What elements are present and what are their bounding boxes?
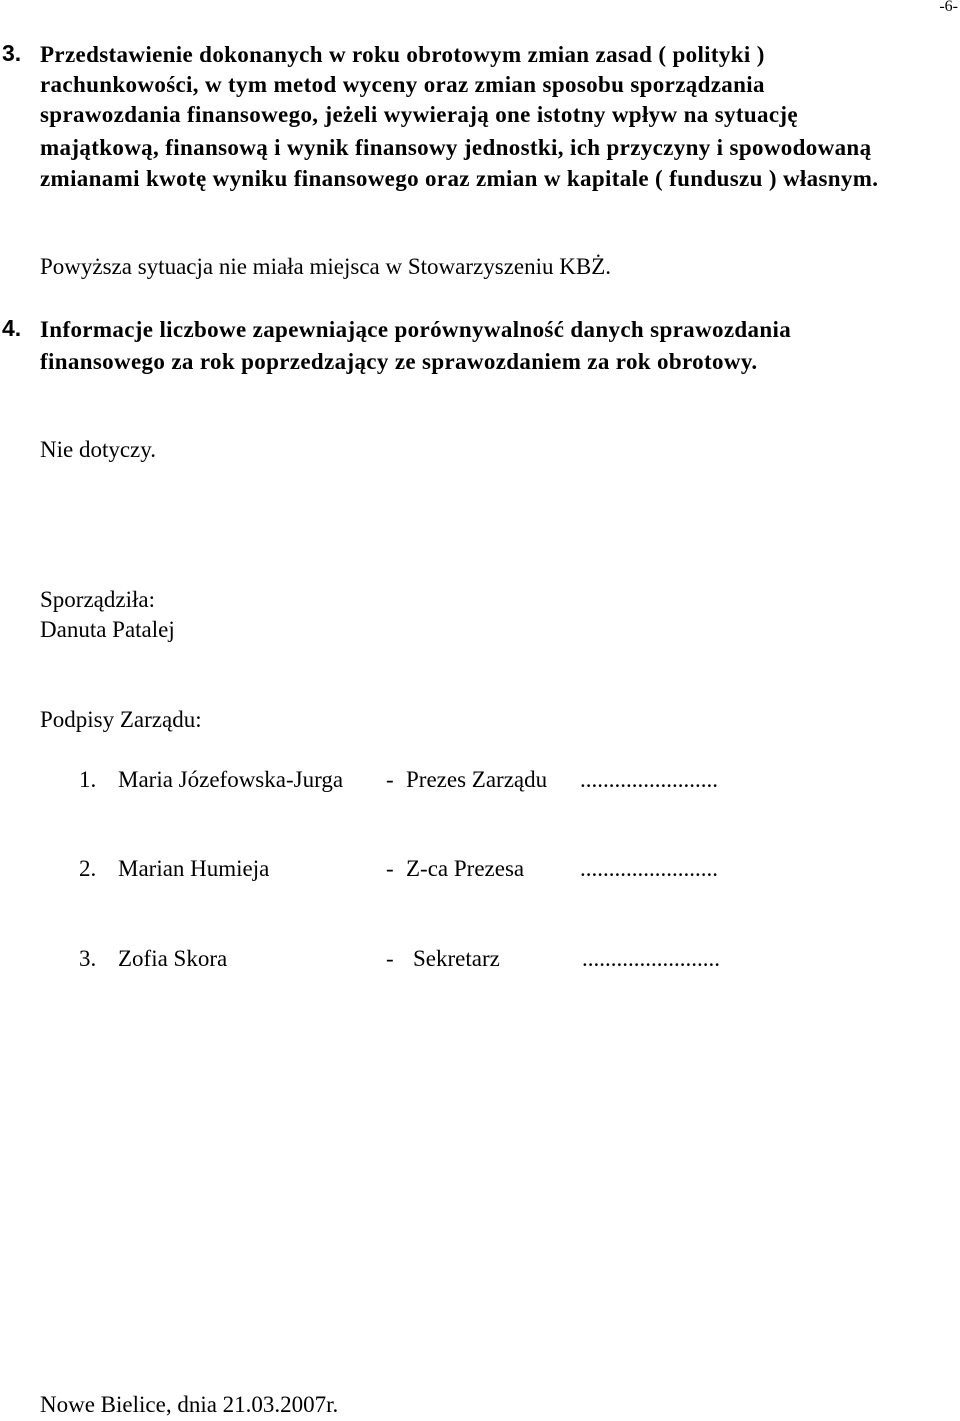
signature-line: ........................ <box>580 767 718 792</box>
board-signatures-label: Podpisy Zarządu: <box>40 707 202 732</box>
prepared-by-label: Sporządziła: <box>40 587 155 612</box>
prepared-by-name: Danuta Patalej <box>40 617 175 642</box>
section-3-body: Powyższa sytuacja nie miała miejsca w Stowarzyszeniu KBŻ. <box>40 254 612 279</box>
section-3-heading-line: rachunkowości, w tym metod wyceny oraz zmian sposobu sporządzania <box>40 72 765 97</box>
section-3-heading-line: Przedstawienie dokonanych w roku obrotowym zmian zasad ( polityki ) <box>40 42 765 67</box>
section-3-number: 3. <box>2 40 22 66</box>
signature-role: Z-ca Prezesa <box>406 856 525 881</box>
signature-dash: - <box>386 946 394 971</box>
signature-number: 1. <box>79 767 97 792</box>
signature-number: 3. <box>79 946 97 971</box>
signature-name: Marian Humieja <box>118 856 270 881</box>
section-3-heading-line: sprawozdania finansowego, jeżeli wywierają one istotny wpływ na sytuację <box>40 102 798 127</box>
section-4-number: 4. <box>2 315 22 341</box>
signature-role: Sekretarz <box>413 946 500 971</box>
signature-number: 2. <box>79 856 97 881</box>
signature-name: Zofia Skora <box>118 946 228 971</box>
signature-dash: - <box>386 856 394 881</box>
signature-line: ........................ <box>580 856 718 881</box>
signature-line: ........................ <box>582 946 720 971</box>
signature-dash: - <box>386 767 394 792</box>
section-4-heading-line: finansowego za rok poprzedzający ze sprawozdaniem za rok obrotowy. <box>40 349 758 374</box>
section-3-heading-line: zmianami kwotę wyniku finansowego oraz zmian w kapitale ( funduszu ) własnym. <box>40 166 879 191</box>
section-3-heading-line: majątkową, finansową i wynik finansowy jednostki, ich przyczyny i spowodowaną <box>40 135 872 160</box>
section-4-body: Nie dotyczy. <box>40 437 157 462</box>
signature-role: Prezes Zarządu <box>406 767 548 792</box>
page-number: -6- <box>939 0 958 15</box>
section-4-heading-line: Informacje liczbowe zapewniające porównywalność danych sprawozdania <box>40 317 792 342</box>
signature-name: Maria Józefowska-Jurga <box>118 767 344 792</box>
place-and-date: Nowe Bielice, dnia 21.03.2007r. <box>40 1392 339 1417</box>
